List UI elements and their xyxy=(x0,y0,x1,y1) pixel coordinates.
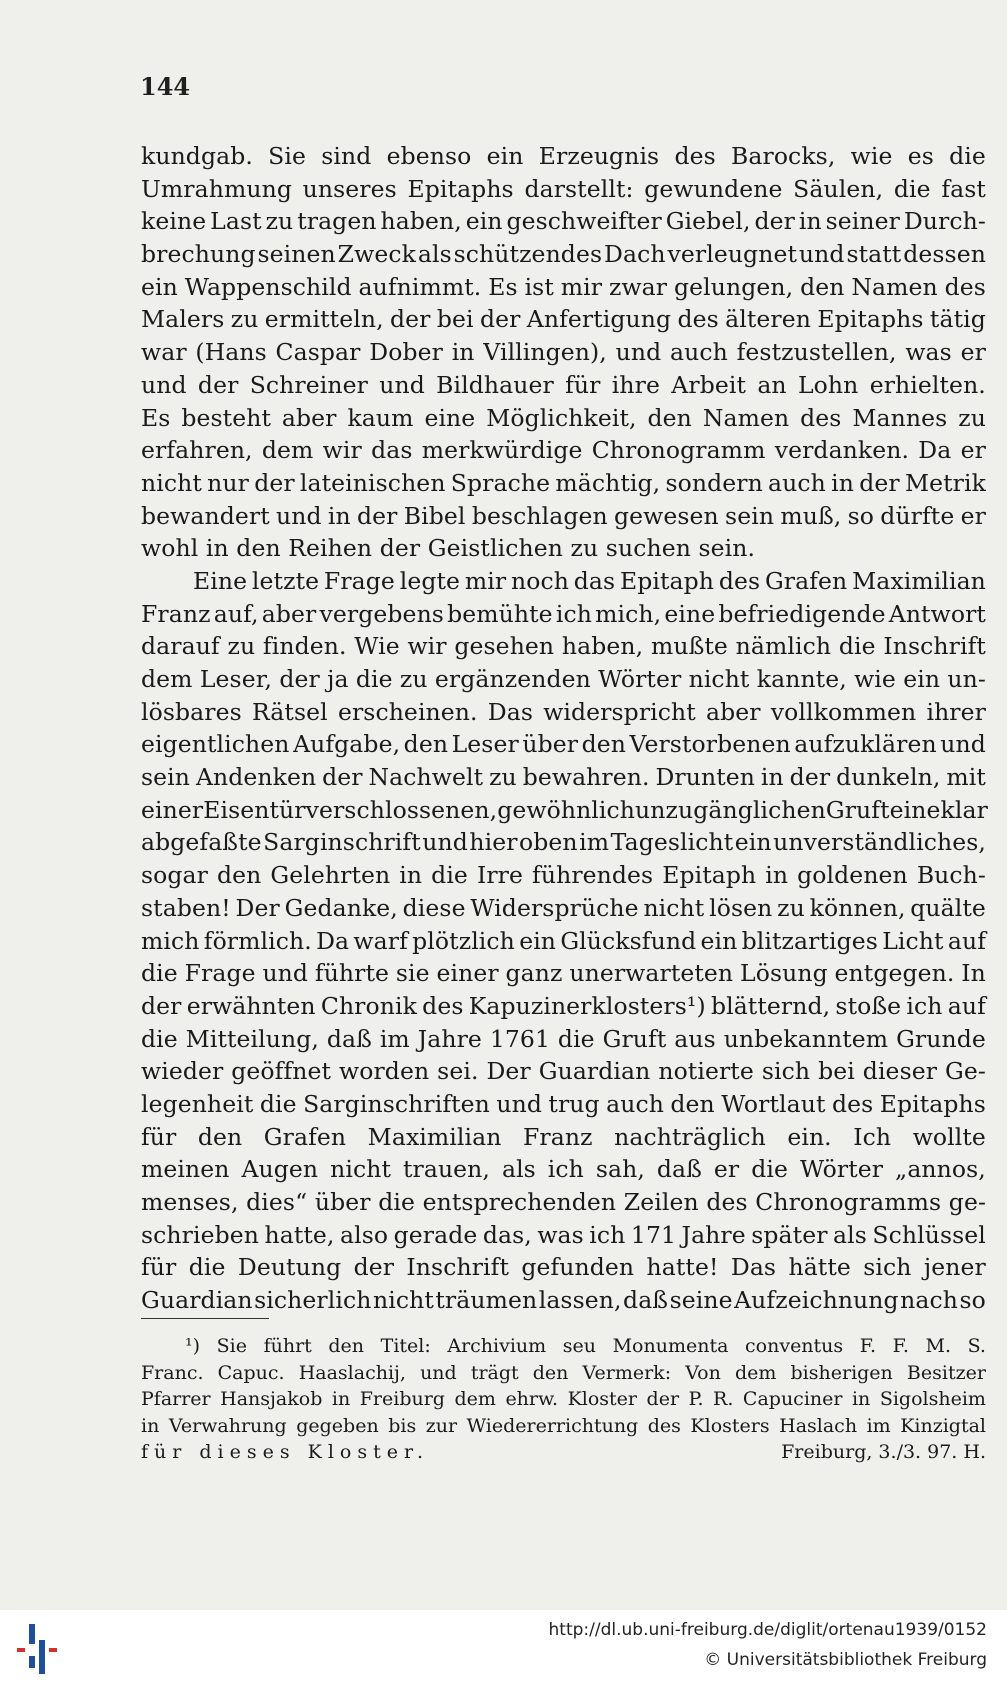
text-line: die Mitteilung, daß im Jahre 1761 die Gruft aus unbekanntem Grunde xyxy=(141,1024,986,1053)
footnote-line: für dieses Kloster. xyxy=(141,1441,430,1463)
footnote-divider xyxy=(141,1318,269,1319)
permalink-link[interactable]: http://dl.ub.uni-freiburg.de/diglit/ortenau1939/0152 xyxy=(548,1620,987,1640)
text-line: meinen Augen nicht trauen, als ich sah, daß er die Wörter „annos, xyxy=(141,1155,986,1184)
copyright-text: © Universitätsbibliothek Freiburg xyxy=(704,1650,987,1670)
footnote-line: ¹) Sie führt den Titel: Archivium seu Monumenta conventus F. F. M. S. xyxy=(185,1335,986,1357)
footnotes xyxy=(141,1333,986,1466)
library-footer xyxy=(0,1610,1007,1681)
footnote-line: Franc. Capuc. Haaslachij, und trägt den Vermerk: Von dem bisherigen Besitzer xyxy=(141,1361,986,1384)
footnote-line: Pfarrer Hansjakob in Freiburg dem ehrw. Kloster der P. R. Capuciner in Sigolsheim xyxy=(141,1388,986,1410)
footnote-line: in Verwahrung gegeben bis zur Wiedererrichtung des Klosters Haslach im Kinzigtal xyxy=(141,1414,986,1437)
footnote-signature: Freiburg, 3./3. 97. H. xyxy=(781,1441,986,1463)
text-line: wieder geöffnet worden sei. Der Guardian notierte sich bei dieser Ge- xyxy=(141,1057,986,1086)
text-line: bewandert und in der Bibel beschlagen gewesen sein muß, so dürfte er xyxy=(141,501,986,530)
text-line: Es besteht aber kaum eine Möglichkeit, den Namen des Mannes zu xyxy=(141,403,986,432)
body-text xyxy=(141,140,986,1317)
text-line: staben! Der Gedanke, diese Widersprüche nicht lösen zu können, quälte xyxy=(141,893,986,922)
text-line: Franz auf, aber vergebens bemühte ich mich, eine befriedigende Antwort xyxy=(141,599,986,628)
text-line: mich förmlich. Da warf plötzlich ein Glücksfund ein blitzartiges Licht auf xyxy=(141,926,986,955)
text-line: Guardian sicherlich nicht träumen lassen, daß seine Aufzeichnung nach so xyxy=(141,1286,986,1315)
text-line: einer Eisentür verschlossenen, gewöhnlich unzugänglichen Gruft eine klar xyxy=(141,795,988,824)
text-line: keine Last zu tragen haben, ein geschweifter Giebel, der in seiner Durch- xyxy=(141,207,986,236)
text-line: legenheit die Sarginschriften und trug auch den Wortlaut des Epitaphs xyxy=(141,1089,986,1118)
text-line: Malers zu ermitteln, der bei der Anfertigung des älteren Epitaphs tätig xyxy=(141,305,986,334)
text-line: und der Schreiner und Bildhauer für ihre Arbeit an Lohn erhielten. xyxy=(141,370,986,399)
page-number: 144 xyxy=(140,72,191,101)
text-line: ein Wappenschild aufnimmt. Es ist mir zwar gelungen, den Namen des xyxy=(141,272,986,301)
text-line: wohl in den Reihen der Geistlichen zu suchen sein. xyxy=(141,534,756,563)
text-line: der erwähnten Chronik des Kapuzinerklosters¹) blätternd, stoße ich auf xyxy=(141,991,986,1020)
text-line: kundgab. Sie sind ebenso ein Erzeugnis des Barocks, wie es die xyxy=(141,142,986,170)
text-line: lösbares Rätsel erscheinen. Das widerspricht aber vollkommen ihrer xyxy=(141,697,986,726)
text-line: darauf zu finden. Wie wir gesehen haben, mußte nämlich die Inschrift xyxy=(141,632,986,661)
footnote-last-line xyxy=(141,1439,986,1466)
text-line: sein Andenken der Nachwelt zu bewahren. Drunten in der dunkeln, mit xyxy=(141,763,986,792)
text-line: brechung seinen Zweck als schützendes Dach verleugnet und statt dessen xyxy=(141,240,986,269)
text-line: eigentlichen Aufgabe, den Leser über den Verstorbenen aufzuklären und xyxy=(141,730,986,759)
text-line: sogar den Gelehrten in die Irre führendes Epitaph in goldenen Buch- xyxy=(141,861,986,890)
text-line: Eine letzte Frage legte mir noch das Epitaph des Grafen Maximilian xyxy=(193,566,986,595)
text-line: schrieben hatte, also gerade das, was ich 171 Jahre später als Schlüssel xyxy=(141,1220,986,1249)
text-line: abgefaßte Sarginschrift und hier oben im Tageslicht ein unverständliches, xyxy=(141,828,986,857)
text-line: für die Deutung der Inschrift gefunden hatte! Das hätte sich jener xyxy=(141,1253,986,1282)
text-line: dem Leser, der ja die zu ergänzenden Wörter nicht kannte, wie ein un- xyxy=(141,665,986,693)
text-line: nicht nur der lateinischen Sprache mächtig, sondern auch in der Metrik xyxy=(141,468,986,497)
text-line: für den Grafen Maximilian Franz nachträglich ein. Ich wollte xyxy=(141,1122,986,1151)
text-line: die Frage und führte sie einer ganz unerwarteten Lösung entgegen. In xyxy=(141,959,986,988)
ub-freiburg-logo-icon xyxy=(12,1620,68,1676)
text-line: war (Hans Caspar Dober in Villingen), und auch festzustellen, was er xyxy=(141,338,986,367)
text-line: menses, dies“ über die entsprechenden Zeilen des Chronogramms ge- xyxy=(141,1188,986,1216)
text-line: Umrahmung unseres Epitaphs darstellt: gewundene Säulen, die fast xyxy=(141,174,986,203)
text-line: erfahren, dem wir das merkwürdige Chronogramm verdanken. Da er xyxy=(141,436,986,465)
